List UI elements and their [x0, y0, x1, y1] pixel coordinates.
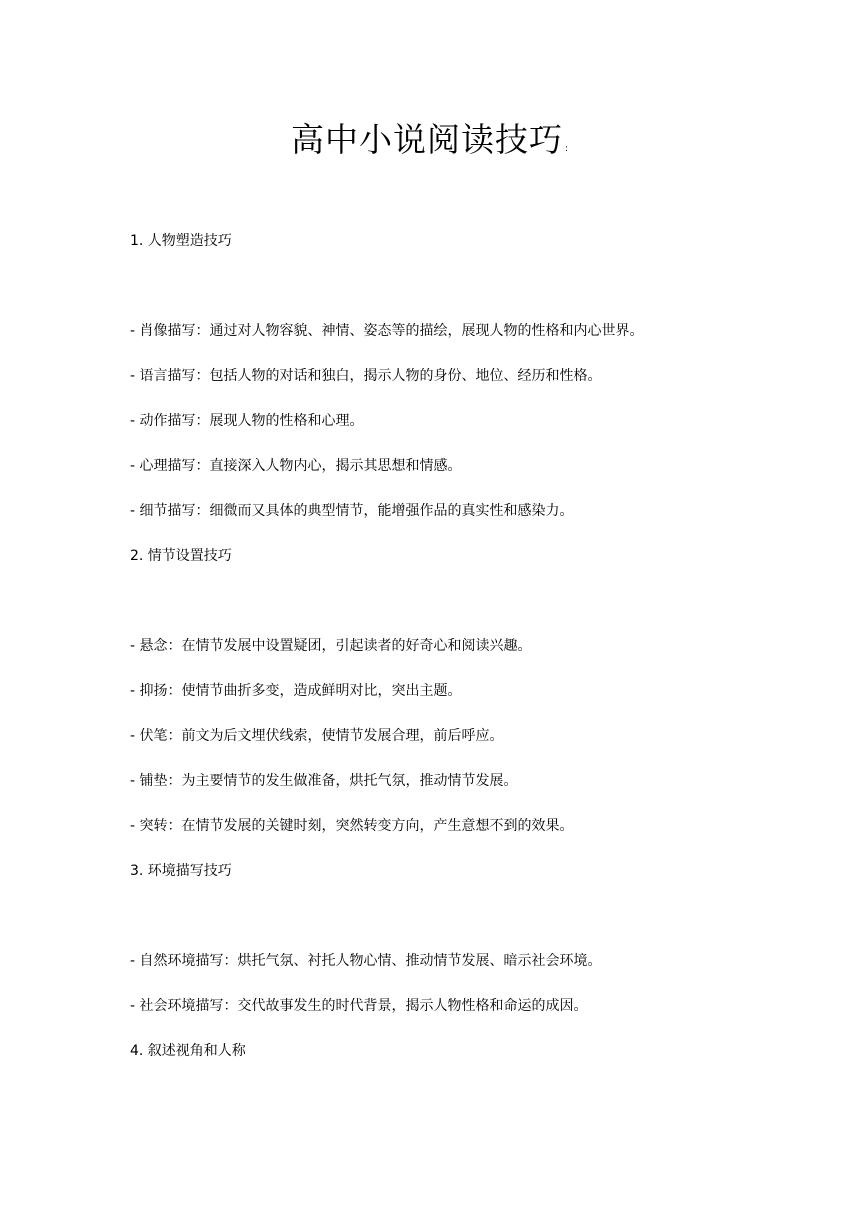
list-item: - 动作描写：展现人物的性格和心理。	[130, 413, 364, 429]
title-text: 高中小说阅读技巧	[290, 120, 563, 159]
list-item: - 心理描写：直接深入人物内心，揭示其思想和情感。	[130, 458, 462, 474]
list-item: - 语言描写：包括人物的对话和独白，揭示人物的身份、地位、经历和性格。	[130, 368, 602, 384]
section-heading-plot: 2. 情节设置技巧	[130, 548, 232, 564]
list-item: - 自然环境描写：烘托气氛、衬托人物心情、推动情节发展、暗示社会环境。	[130, 953, 602, 969]
list-item: - 铺垫：为主要情节的发生做准备，烘托气氛，推动情节发展。	[130, 773, 518, 789]
list-item: - 突转：在情节发展的关键时刻，突然转变方向，产生意想不到的效果。	[130, 818, 574, 834]
list-item: - 悬念：在情节发展中设置疑团，引起读者的好奇心和阅读兴趣。	[130, 638, 532, 654]
section-heading-narration: 4. 叙述视角和人称	[130, 1043, 246, 1059]
list-item: - 细节描写：细微而又具体的典型情节，能增强作品的真实性和感染力。	[130, 503, 574, 519]
section-heading-character: 1. 人物塑造技巧	[130, 233, 232, 249]
list-item: - 肖像描写：通过对人物容貌、神情、姿态等的描绘，展现人物的性格和内心世界。	[130, 323, 644, 339]
page-title	[0, 118, 860, 171]
title-colon: :	[564, 144, 570, 154]
list-item: - 社会环境描写：交代故事发生的时代背景，揭示人物性格和命运的成因。	[130, 998, 588, 1014]
list-item: - 抑扬：使情节曲折多变，造成鲜明对比，突出主题。	[130, 683, 462, 699]
section-heading-environment: 3. 环境描写技巧	[130, 863, 232, 879]
list-item: - 伏笔：前文为后文埋伏线索，使情节发展合理，前后呼应。	[130, 728, 504, 744]
